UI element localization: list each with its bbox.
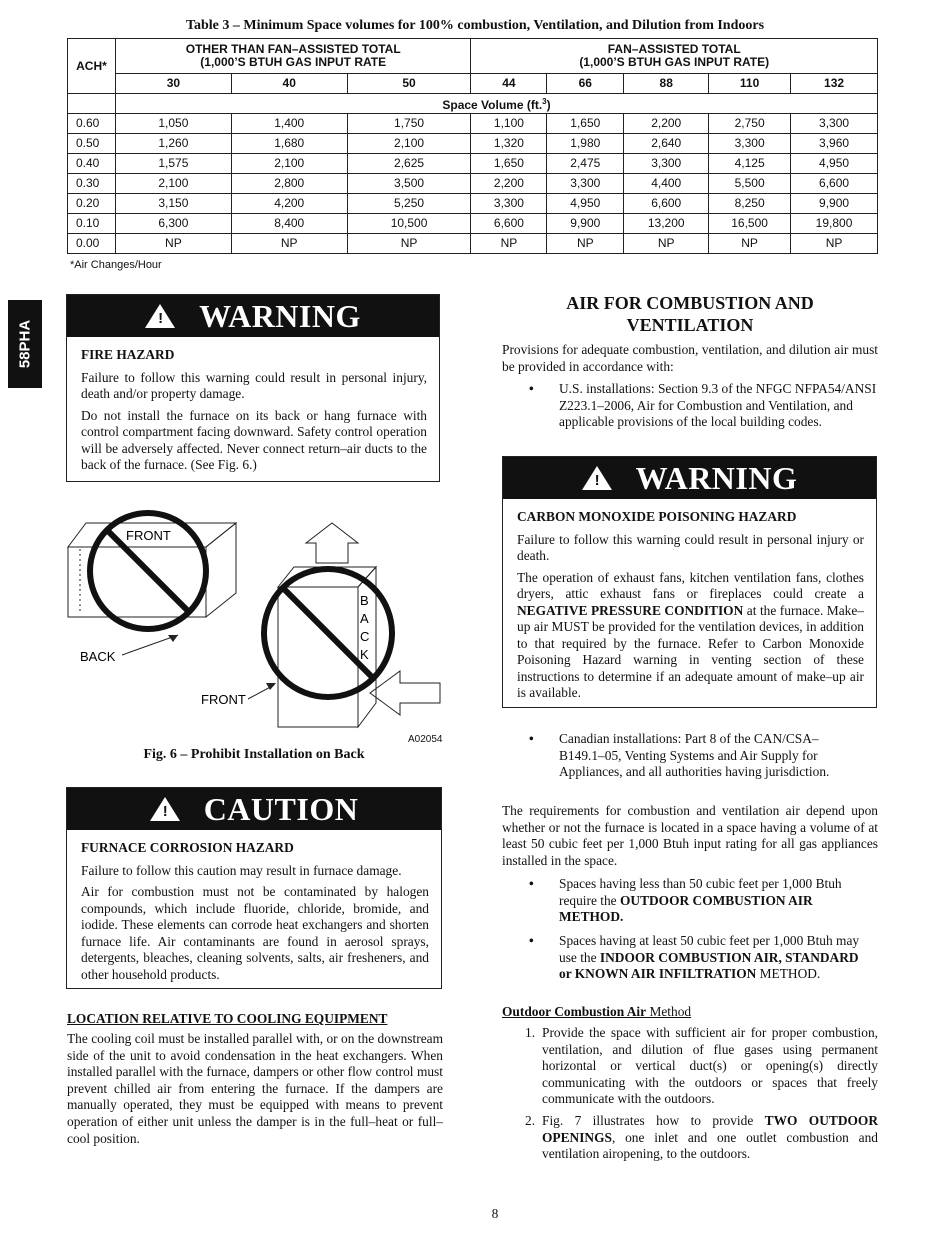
ach-cell: 0.60 [68, 114, 116, 134]
hazard-title: FURNACE CORROSION HAZARD [81, 840, 294, 855]
volume-cell: 4,200 [231, 194, 347, 214]
ach-cell: 0.20 [68, 194, 116, 214]
table-row [68, 174, 878, 194]
volume-cell: 4,950 [547, 194, 624, 214]
back-label: BACK [80, 649, 116, 664]
prohibited-symbol-2 [264, 569, 392, 697]
corrosion-caution: ! CAUTION FURNACE CORROSION HAZARD Failure to follow this caution may result in furnace damage. Air for combustion must not be contaminated by halogen compounds, which include fluoride, chloride, bromide, and iodide. These elements can corrode heat exchangers and shorten furnace life. Air contaminants are found in aerosol sprays, detergents, bleaches, cleaning solvents, salts, air fresheners, and other household products. [66, 787, 442, 989]
column-header: 132 [791, 74, 878, 94]
volume-cell: 2,100 [115, 174, 231, 194]
group-header-other: OTHER THAN FAN–ASSISTED TOTAL (1,000’S BTUH GAS INPUT RATE [115, 39, 470, 74]
air-heading: AIR FOR COMBUSTION AND VENTILATION [566, 293, 814, 335]
volume-cell: 10,500 [347, 214, 471, 234]
location-body: The cooling coil must be installed parallel with, or on the downstream side of the unit to avoid condensation in the heat exchangers. When installed parallel with the furnace, dampers or other flow control must prevent chilled air from entering the furnace. If the dampers are manually operated, they must be equipped with means to prevent operation of either unit unless the damper is in the full–heat or full–cool position. [67, 1031, 443, 1146]
volume-cell: 2,200 [471, 174, 547, 194]
volume-cell: 1,980 [547, 134, 624, 154]
numbered-item-2: 2. Fig. 7 illustrates how to provide TWO OUTDOOR OPENINGS, one inlet and one outlet combustion and ventilation airopening, to the outdoors. [525, 1113, 878, 1162]
hazard-title: FIRE HAZARD [81, 347, 175, 362]
column-header: 50 [347, 74, 471, 94]
volume-cell: NP [471, 234, 547, 254]
volume-cell: 3,150 [115, 194, 231, 214]
space-volume-table [67, 38, 878, 254]
svg-text:K: K [360, 647, 369, 662]
volume-cell: 1,650 [471, 154, 547, 174]
volume-cell: NP [791, 234, 878, 254]
volume-cell: 9,900 [547, 214, 624, 234]
volume-cell: 3,300 [471, 194, 547, 214]
group-header-fan-assisted: FAN–ASSISTED TOTAL (1,000’S BTUH GAS INPUT RATE) [471, 39, 878, 74]
volume-cell: NP [624, 234, 709, 254]
volume-cell: 2,750 [709, 114, 791, 134]
svg-text:C: C [360, 629, 370, 644]
table-title: Table 3 – Minimum Space volumes for 100% combustion, Ventilation, and Dilution from Indoors [185, 18, 765, 33]
bullet-less-than-50: • Spaces having less than 50 cubic feet per 1,000 Btuh require the OUTDOOR COMBUSTION AIR METHOD. [529, 876, 842, 925]
table-footnote: *Air Changes/Hour [70, 259, 162, 271]
co-poisoning-warning: ! WARNING CARBON MONOXIDE POISONING HAZARD Failure to follow this warning could result in personal injury or death. The operation of exhaust fans, kitchen ventilation fans, clothes dryers, attic exhaust fans or fireplaces could create a NEGATIVE PRESSURE CONDITION at the furnace. Make–up air MUST be provided for the ventilation devices, in addition to that required by the furnace. Refer to Carbon Monoxide Poisoning Hazard warning in venting section of these instructions to determine if an adequate amount of make–up air is available. [502, 456, 877, 708]
warning-header: ! WARNING [503, 457, 876, 499]
numbered-item-1: 1. Provide the space with sufficient air for proper combustion, ventilation, and dilution of flue gases using permanent horizontal or vertical duct(s) or opening(s) directly communicating with the outdoors or spaces that freely communicate with the outdoors. [525, 1025, 878, 1107]
requirements-paragraph: The requirements for combustion and ventilation air depend upon whether or not the furnace is located in a space having a volume of at least 50 cubic feet per 1,000 Btuh input rating for all gas appliances installed in the space. [502, 803, 878, 868]
volume-cell: 19,800 [791, 214, 878, 234]
bullet-canada: • Canadian installations: Part 8 of the CAN/CSA–B149.1–05, Venting Systems and Air Supply for Appliances, and all authorities having jurisdiction. [529, 731, 830, 780]
fire-hazard-warning: ! WARNING FIRE HAZARD Failure to follow this warning could result in personal injury, death and/or property damage. Do not install the furnace on its back or hang furnace with control compartment facing downward. Safety control operation will be adversely affected. Never connect return–air ducts to the back of the furnace. (See Fig. 6.) [66, 294, 440, 482]
bullet-us: • U.S. installations: Section 9.3 of the NFGC NFPA54/ANSI Z223.1–2006, Air for Combustion and Ventilation, and applicable provisions of the local building codes. [529, 381, 877, 430]
volume-cell: 13,200 [624, 214, 709, 234]
volume-cell: 2,200 [624, 114, 709, 134]
ach-cell: 0.10 [68, 214, 116, 234]
volume-cell: 2,100 [347, 134, 471, 154]
volume-cell: 6,600 [791, 174, 878, 194]
volume-cell: 2,100 [231, 154, 347, 174]
volume-cell: 1,650 [547, 114, 624, 134]
ach-cell: 0.00 [68, 234, 116, 254]
column-header: 44 [471, 74, 547, 94]
volume-cell: 3,300 [624, 154, 709, 174]
ach-cell: 0.40 [68, 154, 116, 174]
caution-header: ! CAUTION [67, 788, 441, 830]
volume-cell: 4,400 [624, 174, 709, 194]
volume-cell: NP [347, 234, 471, 254]
caution-icon: ! [150, 797, 180, 821]
volume-cell: 6,600 [624, 194, 709, 214]
table-row [68, 154, 878, 174]
volume-cell: 2,475 [547, 154, 624, 174]
volume-cell: 16,500 [709, 214, 791, 234]
figure-caption: Fig. 6 – Prohibit Installation on Back [143, 747, 365, 762]
prohibit-installation-figure [60, 505, 450, 745]
volume-cell: 5,250 [347, 194, 471, 214]
volume-cell: 1,100 [471, 114, 547, 134]
volume-cell: 1,400 [231, 114, 347, 134]
volume-cell: 1,750 [347, 114, 471, 134]
volume-cell: 1,260 [115, 134, 231, 154]
column-header: 66 [547, 74, 624, 94]
volume-cell: 6,300 [115, 214, 231, 234]
volume-cell: 4,125 [709, 154, 791, 174]
volume-cell: 3,500 [347, 174, 471, 194]
table-row [68, 134, 878, 154]
figure-code: A02054 [408, 734, 443, 745]
volume-cell: 2,625 [347, 154, 471, 174]
volume-cell: 2,640 [624, 134, 709, 154]
column-header: 40 [231, 74, 347, 94]
volume-cell: 3,300 [791, 114, 878, 134]
column-header: 110 [709, 74, 791, 94]
volume-cell: 8,250 [709, 194, 791, 214]
volume-cell: 3,960 [791, 134, 878, 154]
warning-icon: ! [145, 304, 175, 328]
volume-cell: 1,320 [471, 134, 547, 154]
volume-cell: 6,600 [471, 214, 547, 234]
volume-cell: 5,500 [709, 174, 791, 194]
ach-header: ACH* [68, 39, 116, 94]
outdoor-method-heading: Outdoor Combustion Air Method [502, 1004, 692, 1019]
volume-cell: 3,300 [709, 134, 791, 154]
volume-cell: NP [115, 234, 231, 254]
ach-cell: 0.50 [68, 134, 116, 154]
volume-cell: 4,950 [791, 154, 878, 174]
volume-cell: 3,300 [547, 174, 624, 194]
table-row [68, 194, 878, 214]
location-heading: LOCATION RELATIVE TO COOLING EQUIPMENT [67, 1011, 388, 1026]
volume-cell: NP [547, 234, 624, 254]
svg-text:B: B [360, 593, 369, 608]
column-header: 88 [624, 74, 709, 94]
ach-cell: 0.30 [68, 174, 116, 194]
front-label-1: FRONT [126, 528, 171, 543]
svg-text:A: A [360, 611, 369, 626]
page-number: 8 [491, 1206, 499, 1221]
column-header: 30 [115, 74, 231, 94]
volume-cell: 1,575 [115, 154, 231, 174]
hazard-title: CARBON MONOXIDE POISONING HAZARD [517, 509, 797, 524]
volume-cell: 1,050 [115, 114, 231, 134]
volume-cell: NP [709, 234, 791, 254]
air-intro: Provisions for adequate combustion, ventilation, and dilution air must be provided in accordance with: [502, 342, 878, 374]
warning-icon: ! [582, 466, 612, 490]
table-row [68, 114, 878, 134]
table-row [68, 234, 878, 254]
table-row [68, 214, 878, 234]
volume-cell: 9,900 [791, 194, 878, 214]
bullet-at-least-50: • Spaces having at least 50 cubic feet per 1,000 Btuh may use the INDOOR COMBUSTION AIR, STANDARD or KNOWN AIR INFILTRATION METHOD. [529, 933, 860, 982]
volume-cell: 1,680 [231, 134, 347, 154]
space-volume-header: Space Volume (ft.$^3$) [115, 94, 877, 114]
warning-header: ! WARNING [67, 295, 439, 337]
volume-cell: NP [231, 234, 347, 254]
volume-cell: 8,400 [231, 214, 347, 234]
volume-cell: 2,800 [231, 174, 347, 194]
side-tab: 58PHA [8, 300, 42, 388]
front-label-2: FRONT [201, 692, 246, 707]
